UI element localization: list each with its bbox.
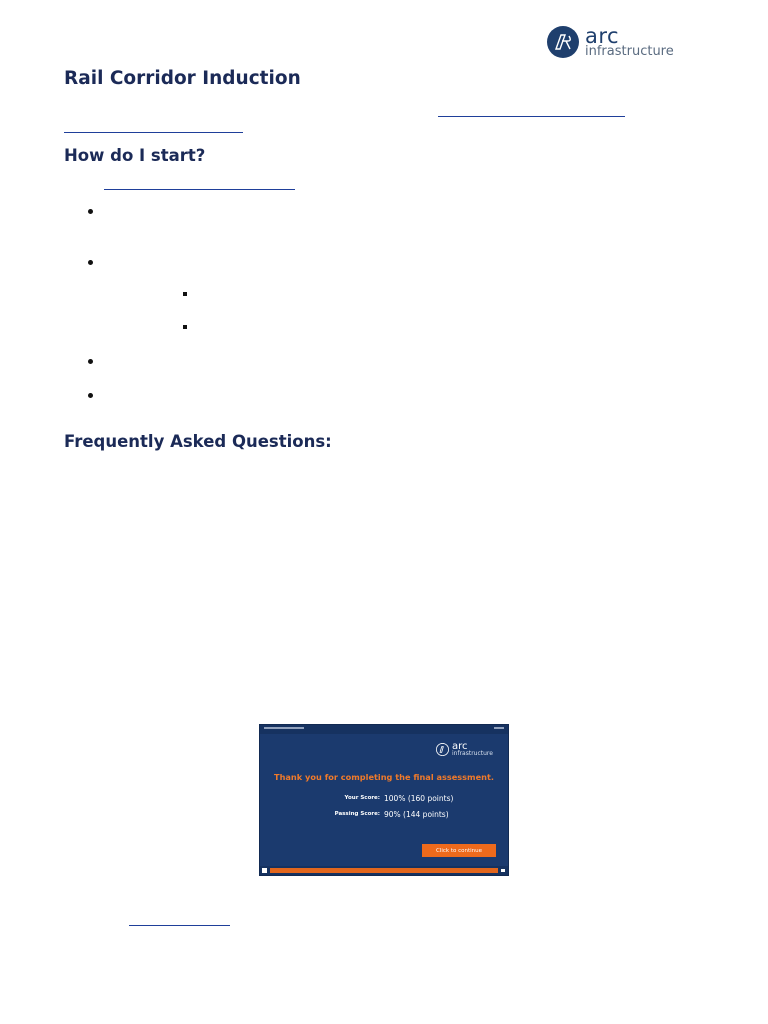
click-to-continue-button[interactable]: Click to continue bbox=[422, 844, 496, 857]
screenshot-footer bbox=[260, 866, 508, 875]
assessment-complete-heading: Thank you for completing the final assessment. bbox=[273, 772, 494, 782]
screenshot-logo-text bbox=[452, 742, 493, 757]
list-bullet bbox=[88, 209, 93, 214]
logo-wordmark: arc bbox=[585, 24, 620, 48]
screenshot-captions-icon bbox=[501, 869, 505, 872]
screenshot-logo-wordmark: arc bbox=[452, 741, 468, 752]
list-bullet bbox=[88, 393, 93, 398]
screenshot-title-bar bbox=[260, 725, 508, 734]
list-bullet bbox=[88, 260, 93, 265]
your-score-label: Your Score: bbox=[344, 795, 380, 801]
intro-link-1[interactable] bbox=[438, 116, 625, 117]
logo-subtitle: infrastructure bbox=[585, 44, 674, 59]
sublist-bullet bbox=[183, 325, 187, 329]
screenshot-menu-icon bbox=[494, 727, 504, 729]
passing-score-value: 90% (144 points) bbox=[384, 810, 449, 819]
sublist-bullet bbox=[183, 292, 187, 296]
bottom-link[interactable] bbox=[129, 925, 230, 926]
your-score-value: 100% (160 points) bbox=[384, 794, 454, 803]
arc-infrastructure-logo bbox=[547, 24, 687, 60]
screenshot-title-text bbox=[264, 727, 304, 729]
screenshot-logo bbox=[436, 742, 493, 757]
assessment-complete-screenshot bbox=[259, 724, 509, 876]
faq-heading: Frequently Asked Questions: bbox=[64, 432, 332, 451]
screenshot-arc-logo-icon bbox=[436, 743, 449, 756]
page-title: Rail Corridor Induction bbox=[64, 68, 301, 89]
start-link[interactable] bbox=[104, 189, 295, 190]
list-bullet bbox=[88, 359, 93, 364]
passing-score-label: Passing Score: bbox=[334, 811, 380, 817]
intro-link-2[interactable] bbox=[64, 132, 243, 133]
how-to-start-heading: How do I start? bbox=[64, 146, 206, 165]
logo-text bbox=[585, 26, 674, 58]
screenshot-progress-bar bbox=[270, 868, 498, 873]
screenshot-logo-subtitle: infrastructure bbox=[452, 750, 493, 757]
arc-logo-icon bbox=[547, 26, 579, 58]
screenshot-menu-button bbox=[262, 868, 267, 873]
